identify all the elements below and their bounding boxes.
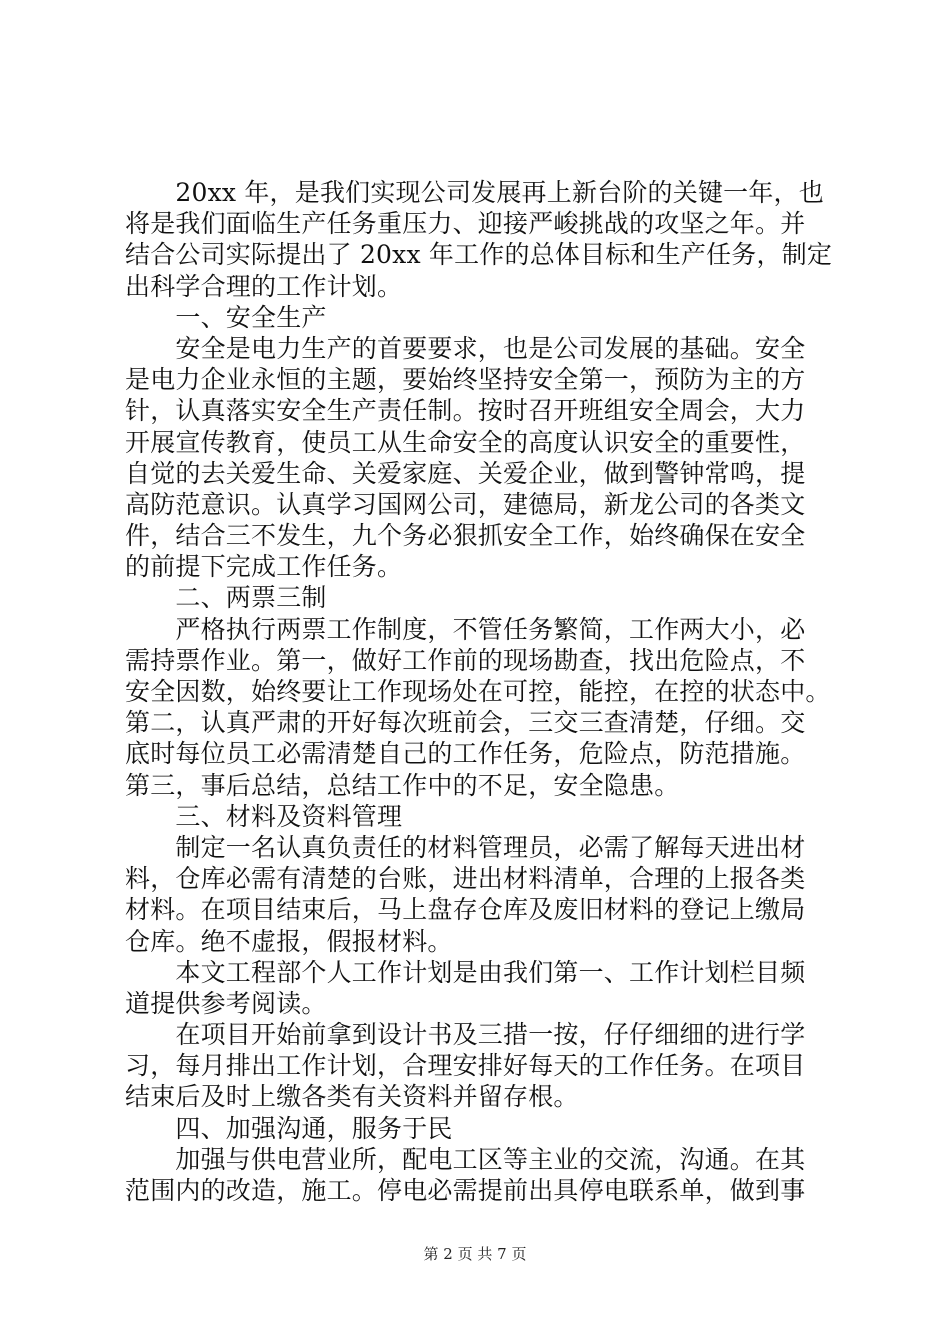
text-line: 制定一名认真负责任的材料管理员，必需了解每天进出材: [125, 832, 806, 862]
text-line: 一、安全生产: [125, 302, 327, 332]
text-line: 出科学合理的工作计划。: [125, 271, 403, 301]
text-line: 底时每位员工必需清楚自己的工作任务，危险点，防范措施。: [125, 739, 806, 769]
text-line: 20xx 年，是我们实现公司发展再上新台阶的关键一年，也: [125, 178, 824, 207]
document-body: [125, 177, 845, 1206]
text-line: 本文工程部个人工作计划是由我们第一、工作计划栏目频: [125, 957, 806, 987]
text-line: 是电力企业永恒的主题，要始终坚持安全第一，预防为主的方: [125, 365, 806, 395]
text-line: 三、材料及资料管理: [125, 801, 403, 831]
text-line: 加强与供电营业所，配电工区等主业的交流，沟通。在其: [125, 1144, 806, 1174]
text-line: 高防范意识。认真学习国网公司，建德局，新龙公司的各类文: [125, 489, 806, 519]
text-line: 自觉的去关爱生命、关爱家庭、关爱企业，做到警钟常鸣，提: [125, 458, 806, 488]
text-line: 习，每月排出工作计划，合理安排好每天的工作任务。在项目: [125, 1051, 806, 1081]
text-line: 开展宣传教育，使员工从生命安全的高度认识安全的重要性，: [125, 427, 806, 457]
text-line: 结束后及时上缴各类有关资料并留存根。: [125, 1082, 579, 1112]
text-line: 在项目开始前拿到设计书及三措一按，仔仔细细的进行学: [125, 1020, 806, 1050]
text-line: 的前提下完成工作任务。: [125, 552, 403, 582]
text-line: 仓库。绝不虚报，假报材料。: [125, 926, 453, 956]
text-line: 材料。在项目结束后，马上盘存仓库及废旧材料的登记上缴局: [125, 895, 806, 925]
page-footer: 第 2 页 共 7 页: [423, 1245, 527, 1263]
text-line: 严格执行两票工作制度，不管任务繁简，工作两大小，必: [125, 614, 806, 644]
text-line: 二、两票三制: [125, 583, 327, 613]
text-line: 需持票作业。第一，做好工作前的现场勘查，找出危险点，不: [125, 645, 806, 675]
text-line: 道提供参考阅读。: [125, 988, 327, 1018]
text-line: 将是我们面临生产任务重压力、迎接严峻挑战的攻坚之年。并: [125, 209, 806, 239]
text-line: 件，结合三不发生，九个务必狠抓安全工作，始终确保在安全: [125, 521, 806, 551]
text-line: 针，认真落实安全生产责任制。按时召开班组安全周会，大力: [125, 396, 806, 426]
text-line: 料，仓库必需有清楚的台账，进出材料清单，合理的上报各类: [125, 864, 806, 894]
text-line: 安全是电力生产的首要要求，也是公司发展的基础。安全: [125, 333, 806, 363]
text-line: 四、加强沟通，服务于民: [125, 1113, 453, 1143]
text-line: 第三，事后总结，总结工作中的不足，安全隐患。: [125, 770, 680, 800]
text-line: 安全因数，始终要让工作现场处在可控，能控，在控的状态中。: [125, 677, 831, 706]
text-line: 第二，认真严肃的开好每次班前会，三交三查清楚，仔细。交: [125, 708, 806, 738]
text-line: 范围内的改造，施工。停电必需提前出具停电联系单，做到事: [125, 1176, 806, 1205]
text-line: 结合公司实际提出了 20xx 年工作的总体目标和生产任务，制定: [125, 240, 833, 270]
